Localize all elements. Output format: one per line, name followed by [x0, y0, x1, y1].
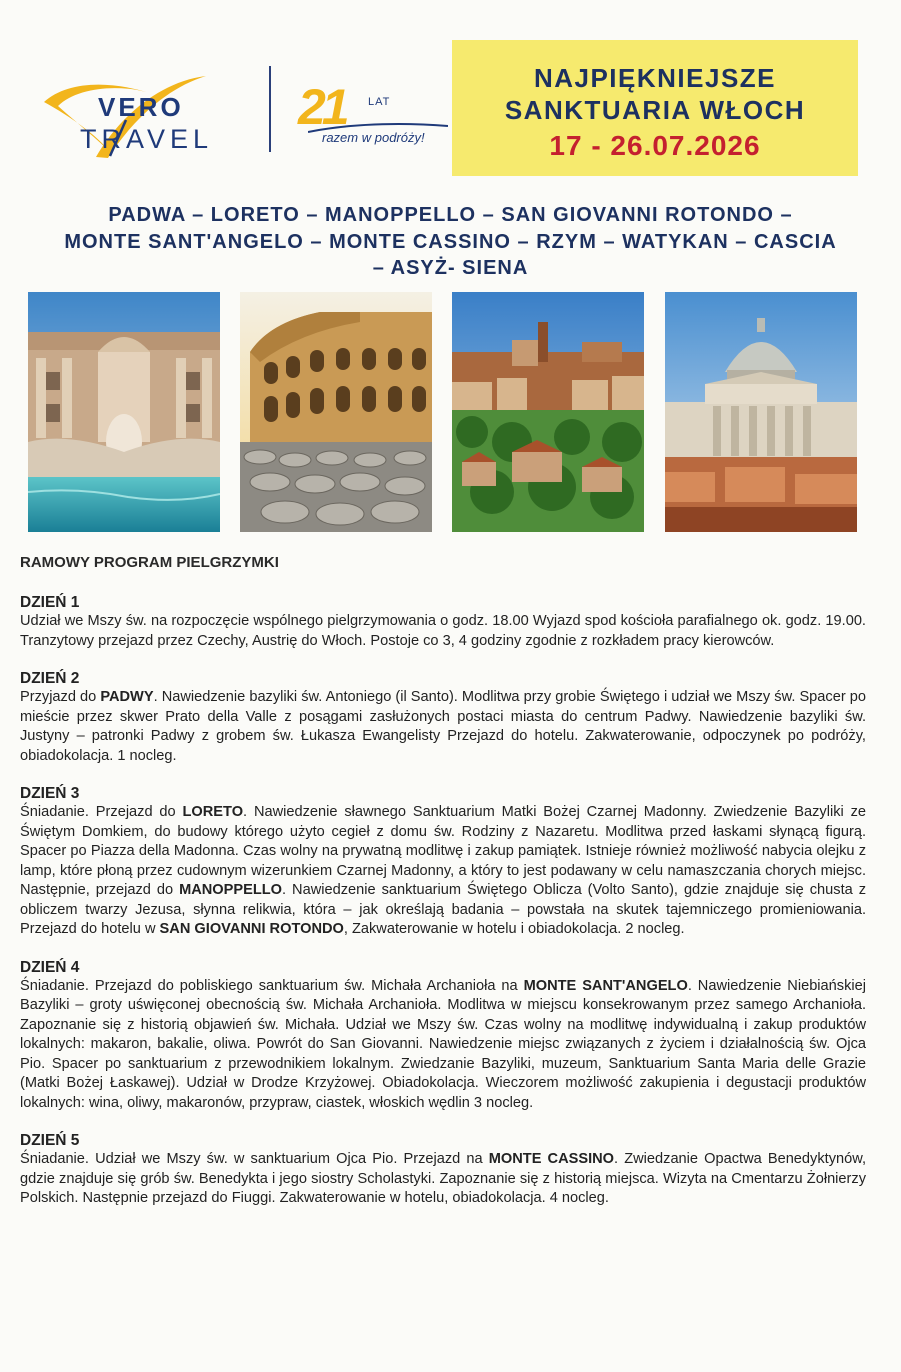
day-text-segment: Śniadanie. Przejazd do pobliskiego sanktuarium św. Michała Archanioła na — [20, 977, 524, 994]
day-description — [20, 688, 866, 766]
anniversary-unit: LAT — [368, 96, 391, 108]
day-title: DZIEŃ 5 — [20, 1132, 80, 1149]
day-title: DZIEŃ 3 — [20, 785, 80, 802]
day-description — [20, 1150, 866, 1209]
day-text-segment: Przyjazd do — [20, 689, 101, 705]
photo-colosseum — [240, 292, 432, 532]
day-text-segment: . Zwiedzanie Opactwa Benedyktynów, gdzie znajduje się grób św. Benedykta i jego siostry Scholastyki. Zapoznanie się z historią miejsca. Wizyta na Cmentarzu Żołnierzy Polskich. Następnie przejazd do Fiuggi. Zakwaterowanie w hotelu, obiadokolacja. 4 nocleg. — [20, 1151, 867, 1206]
header — [0, 0, 901, 190]
photo-strip — [28, 292, 858, 534]
photo-st-peters-basilica — [665, 292, 857, 532]
day-text-segment: Udział we Mszy św. na rozpoczęcie wspólnego pielgrzymowania o godz. 18.00 Wyjazd spod kościoła parafialnego ok. godz. 19.00. Tranzytowy przejazd przez Czechy, Austrię do Włoch. Postoje co 3, 4 godziny zgodnie z rozkładem pracy kierowców. — [20, 613, 866, 649]
place-name: MONTE SANT'ANGELO — [523, 977, 688, 994]
place-name: SAN GIOVANNI ROTONDO — [159, 921, 344, 937]
photo-siena-panorama — [452, 292, 644, 532]
day-text-segment: . Nawiedzenie sanktuarium Świętego Oblicza (Volto Santo), gdzie znajduje się chusta z obliczem twarzy Jezusa, słynna relikwia, która – jak określają badania – powstała na skutek tajemniczego promieniowania. Przejazd do hotelu w — [20, 882, 866, 937]
route-list — [0, 202, 901, 282]
day-section — [20, 1131, 866, 1209]
brand-vero: VERO — [98, 92, 184, 122]
trip-title-box — [452, 40, 858, 176]
day-description — [20, 977, 866, 1114]
day-section — [20, 593, 866, 651]
day-title: DZIEŃ 4 — [20, 958, 80, 976]
route-line-3: – ASYŻ- SIENA — [372, 257, 529, 279]
anniversary-badge — [292, 78, 452, 158]
route-line-1: PADWA – LORETO – MANOPPELLO – SAN GIOVANNI ROTONDO – — [108, 204, 793, 226]
day-title: DZIEŃ 1 — [20, 594, 80, 611]
day-text-segment: Śniadanie. Przejazd do — [20, 804, 183, 820]
anniversary-slogan: razem w podróży! — [322, 130, 425, 145]
day-description — [20, 803, 866, 940]
route-line-2: MONTE SANT'ANGELO – MONTE CASSINO – RZYM – WATYKAN – CASCIA — [64, 230, 837, 253]
photo-trevi-fountain — [28, 292, 220, 532]
logo-divider — [269, 66, 271, 152]
day-section — [20, 669, 866, 766]
program-section — [20, 554, 866, 1227]
day-text-segment: . Nawiedzenie Niebiańskiej Bazyliki – groty uświęconej obecnością św. Michała Archanioła. Modlitwa w miejscu konsekrowanym przez samego Archanioła. Zapoznanie się z historią objawień św. Michała. Udział we Mszy św. Czas wolny na modlitwę indywidualną i zakup produktów lokalnych: makaron, bakalie, oliwa. Powrót do San Giovanni. Nawiedzenie miejsc związanych z życiem i działalnością św. Ojca Pio. Spacer po sanktuarium z przewodnikiem lokalnym. Zwiedzanie Bazyliki, muzeum, Sanktuarium Santa Maria delle Grazie (Matki Bożej Łaskawej). Udział w Drodze Krzyżowej. Obiadokolacja. Wieczorem możliwość zakupienia i degustacji produktów lokalnych: wina, oliwy, makaronów, przypraw, ciastek, włoskich wędlin 3 nocleg. — [20, 977, 866, 1111]
day-section — [20, 784, 866, 940]
brand-travel: TRAVEL — [80, 124, 214, 154]
day-description — [20, 612, 866, 651]
program-days — [20, 593, 866, 1209]
place-name: MONTE CASSINO — [488, 1151, 615, 1167]
place-name: PADWY — [100, 689, 154, 705]
program-heading: RAMOWY PROGRAM PIELGRZYMKI — [20, 554, 279, 571]
day-text-segment: , Zakwaterowanie w hotelu i obiadokolacja. 2 nocleg. — [343, 921, 685, 937]
anniversary-number: 21 — [298, 79, 346, 135]
trip-title-line2: SANKTUARIA WŁOCH — [504, 95, 806, 125]
day-text-segment: Śniadanie. Udział we Mszy św. w sanktuarium Ojca Pio. Przejazd na — [20, 1151, 489, 1167]
day-section — [20, 958, 866, 1114]
place-name: LORETO — [182, 804, 244, 820]
place-name: MANOPPELLO — [179, 882, 283, 898]
day-title: DZIEŃ 2 — [20, 670, 80, 687]
day-text-segment: . Nawiedzenie sławnego Sanktuarium Matki Bożej Czarnej Madonny. Zwiedzenie Bazyliki ze Świętym Domkiem, do budowy którego użyto cegieł z domu św. Rodziny z Nazaretu. Modlitwa przed łaskami słynącą figurą. Spacer po Piazza della Madonna. Czas wolny na prywatną modlitwę i zakup pamiątek. Istnieje również możliwość nabycia olejku z lamp, które płoną przez cudownym wizerunkiem Czarnej Madonny, a który to jest podawany w celu namaszczania chorych miejsc. Następnie, przejazd do — [20, 804, 866, 898]
trip-title-line1: NAJPIĘKNIEJSZE — [533, 63, 777, 93]
day-text-segment: . Nawiedzenie bazyliki św. Antoniego (il Santo). Modlitwa przy grobie Świętego i udział we Mszy św. Spacer po mieście przez skwer Prato della Valle z posągami zasłużonych postaci miasta do centrum Padwy. Nawiedzenie bazyliki św. Justyny – patronki Padwy z grobem św. Łukasza Ewangelisty Przejazd do hotelu. Zakwaterowanie, odpoczynek po podróży, obiadokolacja. 1 nocleg. — [20, 689, 866, 764]
trip-dates: 17 - 26.07.2026 — [549, 130, 761, 161]
